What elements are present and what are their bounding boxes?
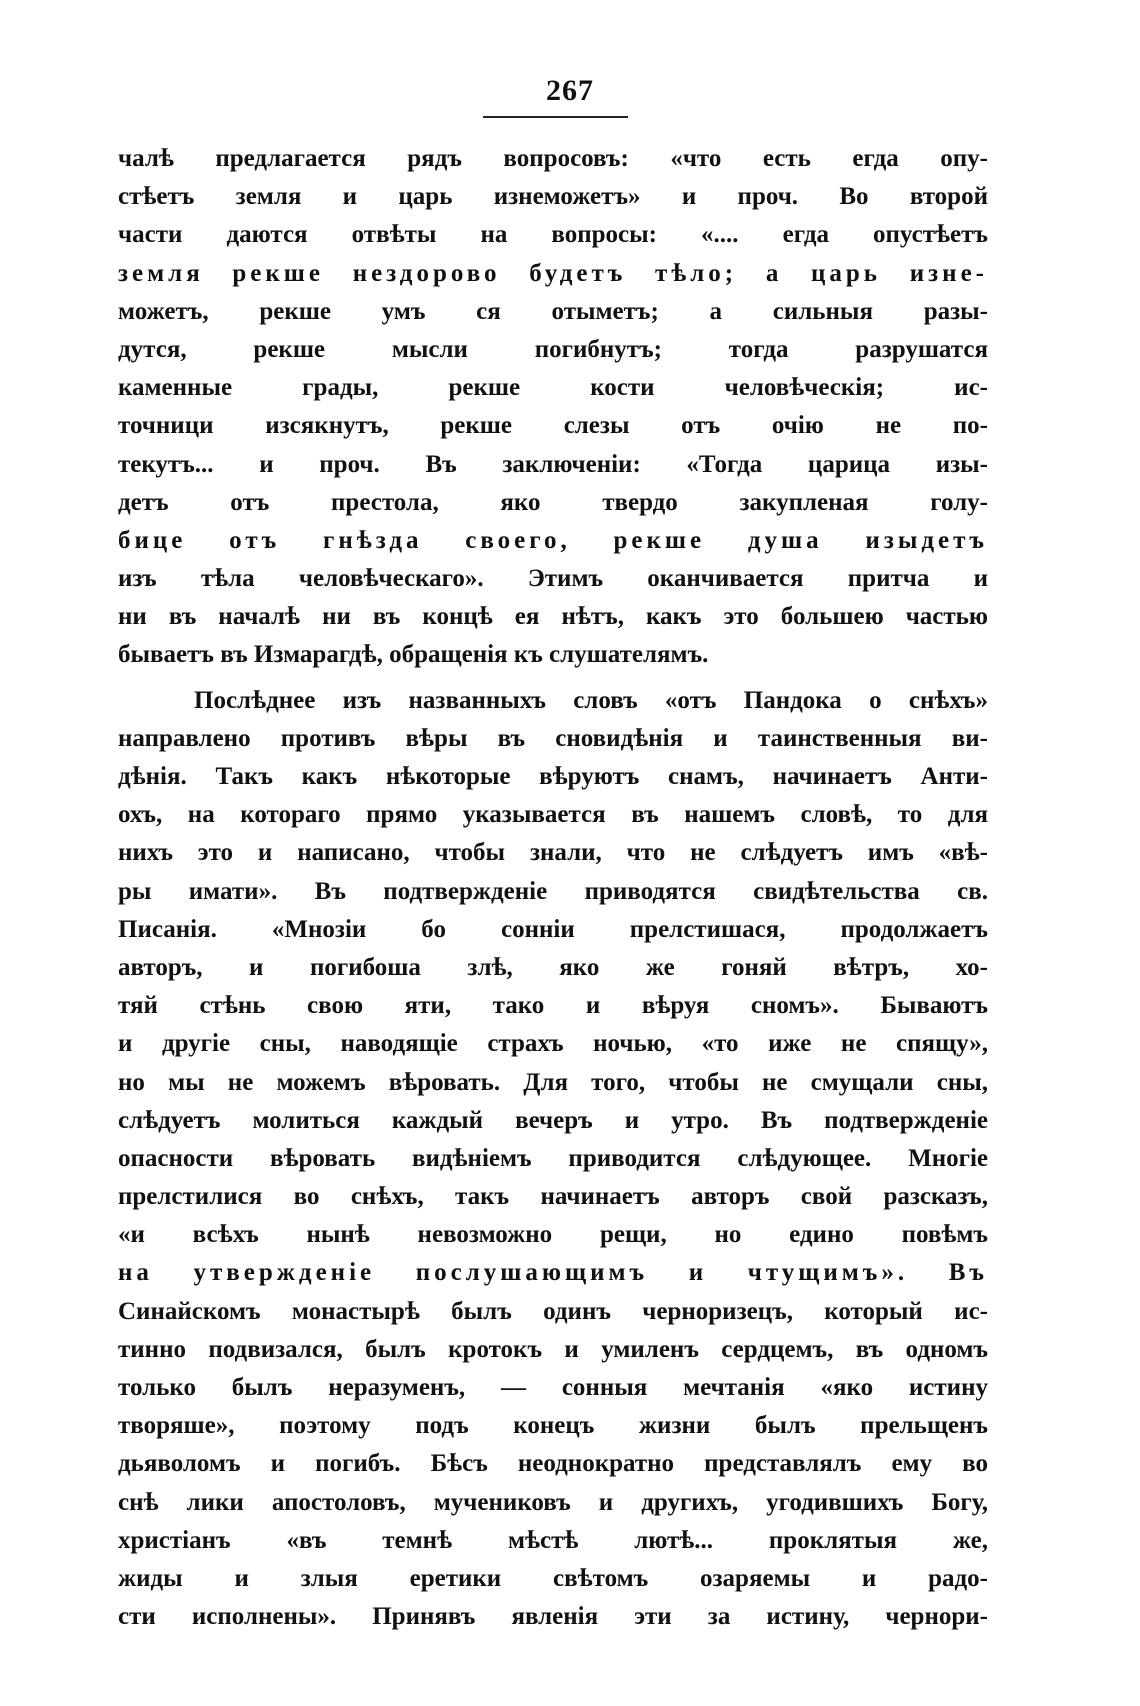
text-line: дьяволомъ и погибъ. Бѣсъ неоднократно представлялъ ему во: [118, 1450, 988, 1478]
text-line: охъ, на котораго прямо указывается въ нашемъ словѣ, то для: [118, 801, 988, 829]
text-line: можетъ, рекше умъ ся отыметъ; а сильныя разы-: [118, 297, 988, 325]
text-line: опасности вѣровать видѣніемъ приводится слѣдующее. Многіе: [118, 1144, 988, 1172]
text-line: Послѣднее изъ названныхъ словъ «отъ Пандока о снѣхъ»: [194, 686, 988, 714]
text-line: изъ тѣла человѣческаго». Этимъ оканчивается притча и: [118, 565, 988, 593]
text-line: христіанъ «въ темнѣ мѣстѣ лютѣ... проклятыя же,: [118, 1526, 988, 1554]
header-rule: [483, 116, 628, 118]
text-line: дутся, рекше мысли погибнутъ; тогда разрушатся: [118, 335, 988, 363]
text-line: нихъ это и написано, чтобы знали, что не слѣдуетъ имъ «вѣ-: [118, 839, 988, 867]
paragraph-1: [118, 140, 988, 675]
text-line: части даются отвѣты на вопросы: «.... егда опустѣетъ: [118, 221, 988, 249]
body-text: [118, 140, 988, 1636]
text-line: «и всѣхъ нынѣ невозможно рещи, но едино повѣмъ: [118, 1221, 988, 1249]
text-line: сти исполнены». Принявъ явленія эти за истину, чернори-: [118, 1603, 988, 1631]
text-line: направлено противъ вѣры въ сновидѣнія и таинственныя ви-: [118, 724, 988, 752]
text-line: точници изсякнутъ, рекше слезы отъ очію не по-: [118, 412, 988, 440]
text-line: жиды и злыя еретики свѣтомъ озаряемы и радо-: [118, 1564, 988, 1592]
text-line: Писанія. «Мнозіи бо сонніи прелстишася, продолжаетъ: [118, 915, 988, 943]
paragraph-2: [118, 682, 988, 1637]
text-line: творяше», поэтому подъ конецъ жизни былъ прельщенъ: [118, 1412, 988, 1440]
text-line: текутъ... и проч. Въ заключеніи: «Тогда царица изы-: [118, 450, 988, 478]
text-line: дѣнія. Такъ какъ нѣкоторые вѣруютъ снамъ, начинаетъ Анти-: [118, 763, 988, 790]
text-line: но мы не можемъ вѣровать. Для того, чтобы не смущали сны,: [118, 1068, 988, 1096]
text-line: стѣетъ земля и царь изнеможетъ» и проч. Во второй: [118, 183, 988, 211]
text-line: на утвержденіе послушающимъ и чтущимъ». Въ: [118, 1259, 988, 1287]
text-line: бываетъ въ Измарагдѣ, обращенія къ слушателямъ.: [118, 641, 709, 669]
page-number: 267: [546, 74, 594, 107]
text-line: тяй стѣнь свою яти, тако и вѣруя сномъ». Бываютъ: [118, 992, 988, 1020]
text-line: бице отъ гнѣзда своего, рекше душа изыдетъ: [118, 526, 988, 554]
text-line: прелстилися во снѣхъ, такъ начинаетъ авторъ свой разсказъ,: [118, 1183, 988, 1211]
text-line: Синайскомъ монастырѣ былъ одинъ черноризецъ, который ис-: [118, 1297, 988, 1325]
text-line: ни въ началѣ ни въ концѣ ея нѣтъ, какъ это большею частью: [118, 603, 988, 631]
text-line: тинно подвизался, былъ кротокъ и умиленъ сердцемъ, въ одномъ: [118, 1335, 988, 1363]
text-line: чалѣ предлагается рядъ вопросовъ: «что есть егда опу-: [118, 145, 988, 172]
text-line: снѣ лики апостоловъ, мучениковъ и другихъ, угодившихъ Богу,: [118, 1488, 988, 1516]
text-line: слѣдуетъ молиться каждый вечеръ и утро. Въ подтвержденіе: [118, 1106, 988, 1134]
text-line: ры имати». Въ подтвержденіе приводятся свидѣтельства св.: [118, 877, 988, 905]
text-line: детъ отъ престола, яко твердо закупленая голу-: [118, 488, 988, 516]
text-line: авторъ, и погибоша злѣ, яко же гоняй вѣтръ, хо-: [118, 953, 988, 981]
text-line: каменные грады, рекше кости человѣческія; ис-: [118, 374, 988, 402]
text-line: и другіе сны, наводящіе страхъ ночью, «то иже не спящу»,: [118, 1030, 988, 1058]
text-line: только былъ неразуменъ, — сонныя мечтанія «яко истину: [118, 1374, 988, 1401]
text-line: земля рекше нездорово будетъ тѣло; а царь изне-: [118, 259, 988, 287]
